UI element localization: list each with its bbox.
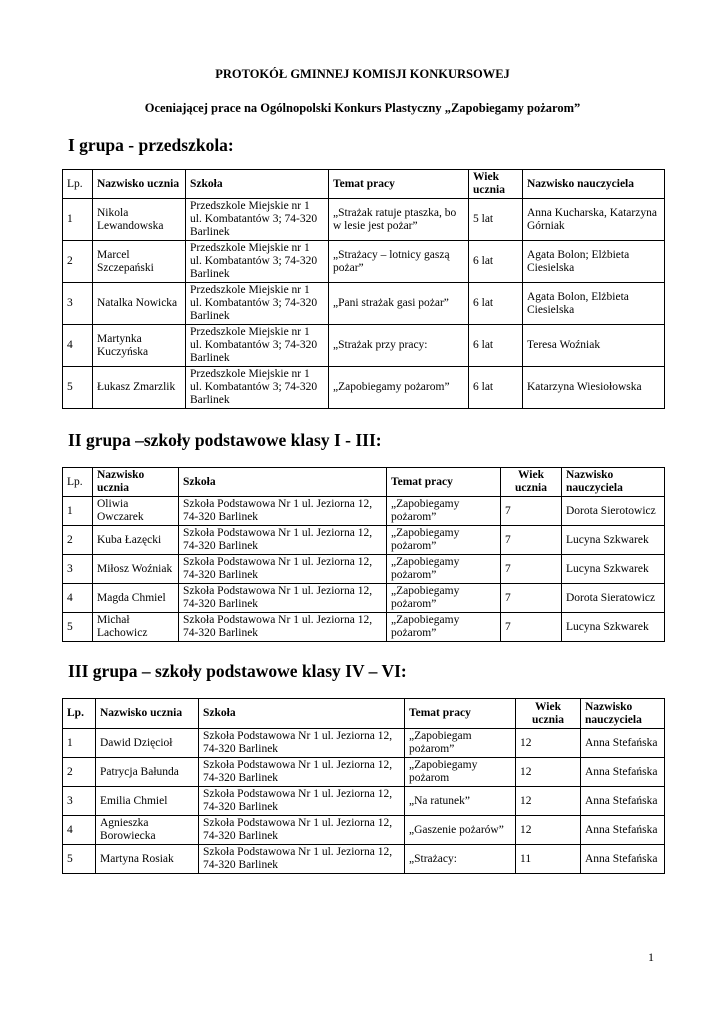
cell-lp: 2 [63, 758, 96, 787]
table-row [63, 241, 665, 283]
cell-lp: 2 [63, 241, 93, 283]
cell-lp: 4 [63, 325, 93, 367]
header-lp: Lp. [63, 170, 93, 199]
cell-age: 11 [516, 845, 581, 874]
table-row [63, 729, 665, 758]
cell-age: 7 [501, 613, 562, 642]
table-row [63, 845, 665, 874]
cell-topic: „Zapobiegamy pożarom” [329, 367, 469, 409]
cell-school: Szkoła Podstawowa Nr 1 ul. Jeziorna 12, 74-320 Barlinek [199, 787, 405, 816]
cell-topic: „Zapobiegamy pożarom [405, 758, 516, 787]
cell-age: 6 lat [469, 283, 523, 325]
cell-topic: „Strażak ratuje ptaszka, bo w lesie jest pożar” [329, 199, 469, 241]
header-topic: Temat pracy [329, 170, 469, 199]
cell-lp: 1 [63, 199, 93, 241]
document-subtitle: Oceniającej prace na Ogólnopolski Konkurs Plastyczny „Zapobiegamy pożarom” [144, 101, 581, 115]
cell-teacher: Anna Stefańska [581, 729, 665, 758]
cell-student: Martyna Rosiak [96, 845, 199, 874]
cell-lp: 3 [63, 555, 93, 584]
cell-topic: „Zapobiegamy pożarom” [387, 613, 501, 642]
cell-school: Szkoła Podstawowa Nr 1 ul. Jeziorna 12, 74-320 Barlinek [179, 555, 387, 584]
header-student: Nazwisko ucznia [96, 699, 199, 729]
group-3-heading: III grupa – szkoły podstawowe klasy IV – VI: [68, 661, 407, 681]
cell-school: Szkoła Podstawowa Nr 1 ul. Jeziorna 12, 74-320 Barlinek [179, 526, 387, 555]
cell-school: Szkoła Podstawowa Nr 1 ul. Jeziorna 12, 74-320 Barlinek [179, 613, 387, 642]
table-row [63, 758, 665, 787]
header-school: Szkoła [199, 699, 405, 729]
cell-lp: 5 [63, 613, 93, 642]
cell-topic: „Strażacy: [405, 845, 516, 874]
cell-student: Agnieszka Borowiecka [96, 816, 199, 845]
group-3-table [62, 698, 665, 874]
cell-student: Marcel Szczepański [93, 241, 186, 283]
cell-age: 7 [501, 497, 562, 526]
cell-school: Szkoła Podstawowa Nr 1 ul. Jeziorna 12, 74-320 Barlinek [199, 729, 405, 758]
cell-topic: „Zapobiegamy pożarom” [387, 497, 501, 526]
cell-age: 6 lat [469, 367, 523, 409]
cell-teacher: Anna Stefańska [581, 787, 665, 816]
header-school: Szkoła [186, 170, 329, 199]
cell-age: 12 [516, 729, 581, 758]
header-student: Nazwisko ucznia [93, 468, 179, 497]
group-2-table [62, 467, 665, 642]
cell-age: 6 lat [469, 325, 523, 367]
cell-lp: 5 [63, 367, 93, 409]
cell-lp: 1 [63, 497, 93, 526]
table-row [63, 787, 665, 816]
table-row [63, 584, 665, 613]
cell-topic: „Strażacy – lotnicy gaszą pożar” [329, 241, 469, 283]
cell-school: Szkoła Podstawowa Nr 1 ul. Jeziorna 12, 74-320 Barlinek [179, 497, 387, 526]
table-row [63, 283, 665, 325]
cell-topic: „Pani strażak gasi pożar” [329, 283, 469, 325]
table-header-row [63, 170, 665, 199]
cell-lp: 2 [63, 526, 93, 555]
cell-lp: 3 [63, 283, 93, 325]
cell-school: Przedszkole Miejskie nr 1 ul. Kombatantów 3; 74-320 Barlinek [186, 283, 329, 325]
cell-age: 7 [501, 526, 562, 555]
cell-student: Oliwia Owczarek [93, 497, 179, 526]
cell-school: Przedszkole Miejskie nr 1 ul. Kombatantów 3; 74-320 Barlinek [186, 367, 329, 409]
header-age: Wiek ucznia [469, 170, 523, 199]
header-age: Wiek ucznia [501, 468, 562, 497]
cell-age: 12 [516, 787, 581, 816]
cell-school: Szkoła Podstawowa Nr 1 ul. Jeziorna 12, 74-320 Barlinek [199, 758, 405, 787]
table-row [63, 526, 665, 555]
cell-student: Kuba Łazęcki [93, 526, 179, 555]
cell-age: 12 [516, 816, 581, 845]
cell-topic: „Zapobiegamy pożarom” [387, 584, 501, 613]
cell-teacher: Dorota Sierotowicz [562, 497, 665, 526]
header-teacher: Nazwisko nauczyciela [581, 699, 665, 729]
cell-topic: „Zapobiegam pożarom” [405, 729, 516, 758]
header-topic: Temat pracy [387, 468, 501, 497]
cell-teacher: Anna Kucharska, Katarzyna Górniak [523, 199, 665, 241]
cell-topic: „Strażak przy pracy: [329, 325, 469, 367]
cell-teacher: Agata Bolon; Elżbieta Ciesielska [523, 241, 665, 283]
group-1-heading: I grupa - przedszkola: [68, 135, 234, 155]
cell-topic: „Zapobiegamy pożarom” [387, 555, 501, 584]
header-age: Wiek ucznia [516, 699, 581, 729]
cell-teacher: Teresa Woźniak [523, 325, 665, 367]
cell-age: 6 lat [469, 241, 523, 283]
group-2-heading: II grupa –szkoły podstawowe klasy I - III: [68, 430, 382, 450]
header-teacher: Nazwisko nauczyciela [562, 468, 665, 497]
header-teacher: Nazwisko nauczyciela [523, 170, 665, 199]
table-header-row [63, 699, 665, 729]
cell-student: Emilia Chmiel [96, 787, 199, 816]
document-title: PROTOKÓŁ GMINNEJ KOMISJI KONKURSOWEJ [215, 67, 510, 81]
cell-topic: „Zapobiegamy pożarom” [387, 526, 501, 555]
cell-teacher: Lucyna Szkwarek [562, 613, 665, 642]
cell-student: Miłosz Woźniak [93, 555, 179, 584]
cell-teacher: Lucyna Szkwarek [562, 526, 665, 555]
cell-teacher: Agata Bolon, Elżbieta Ciesielska [523, 283, 665, 325]
table-header-row [63, 468, 665, 497]
cell-teacher: Anna Stefańska [581, 845, 665, 874]
cell-topic: „Gaszenie pożarów” [405, 816, 516, 845]
cell-teacher: Anna Stefańska [581, 816, 665, 845]
cell-school: Szkoła Podstawowa Nr 1 ul. Jeziorna 12, 74-320 Barlinek [179, 584, 387, 613]
group-1-table [62, 169, 665, 409]
table-row [63, 199, 665, 241]
cell-student: Martynka Kuczyńska [93, 325, 186, 367]
table-row [63, 613, 665, 642]
cell-age: 12 [516, 758, 581, 787]
cell-lp: 3 [63, 787, 96, 816]
cell-student: Nikola Lewandowska [93, 199, 186, 241]
cell-teacher: Lucyna Szkwarek [562, 555, 665, 584]
cell-lp: 4 [63, 584, 93, 613]
cell-age: 7 [501, 555, 562, 584]
table-row [63, 816, 665, 845]
cell-student: Dawid Dzięcioł [96, 729, 199, 758]
cell-student: Magda Chmiel [93, 584, 179, 613]
table-row [63, 555, 665, 584]
header-school: Szkoła [179, 468, 387, 497]
cell-teacher: Dorota Sieratowicz [562, 584, 665, 613]
cell-school: Szkoła Podstawowa Nr 1 ul. Jeziorna 12, 74-320 Barlinek [199, 845, 405, 874]
cell-student: Michał Lachowicz [93, 613, 179, 642]
page-number: 1 [648, 950, 654, 964]
cell-teacher: Katarzyna Wiesiołowska [523, 367, 665, 409]
cell-topic: „Na ratunek” [405, 787, 516, 816]
header-lp: Lp. [63, 699, 96, 729]
table-row [63, 325, 665, 367]
header-topic: Temat pracy [405, 699, 516, 729]
cell-school: Przedszkole Miejskie nr 1 ul. Kombatantów 3; 74-320 Barlinek [186, 325, 329, 367]
cell-age: 5 lat [469, 199, 523, 241]
cell-school: Przedszkole Miejskie nr 1 ul. Kombatantów 3; 74-320 Barlinek [186, 199, 329, 241]
cell-teacher: Anna Stefańska [581, 758, 665, 787]
cell-school: Szkoła Podstawowa Nr 1 ul. Jeziorna 12, 74-320 Barlinek [199, 816, 405, 845]
cell-student: Łukasz Zmarzlik [93, 367, 186, 409]
header-lp: Lp. [63, 468, 93, 497]
cell-school: Przedszkole Miejskie nr 1 ul. Kombatantów 3; 74-320 Barlinek [186, 241, 329, 283]
cell-age: 7 [501, 584, 562, 613]
cell-student: Natalka Nowicka [93, 283, 186, 325]
cell-lp: 1 [63, 729, 96, 758]
cell-lp: 5 [63, 845, 96, 874]
cell-lp: 4 [63, 816, 96, 845]
table-row [63, 497, 665, 526]
table-row [63, 367, 665, 409]
cell-student: Patrycja Bałunda [96, 758, 199, 787]
header-student: Nazwisko ucznia [93, 170, 186, 199]
